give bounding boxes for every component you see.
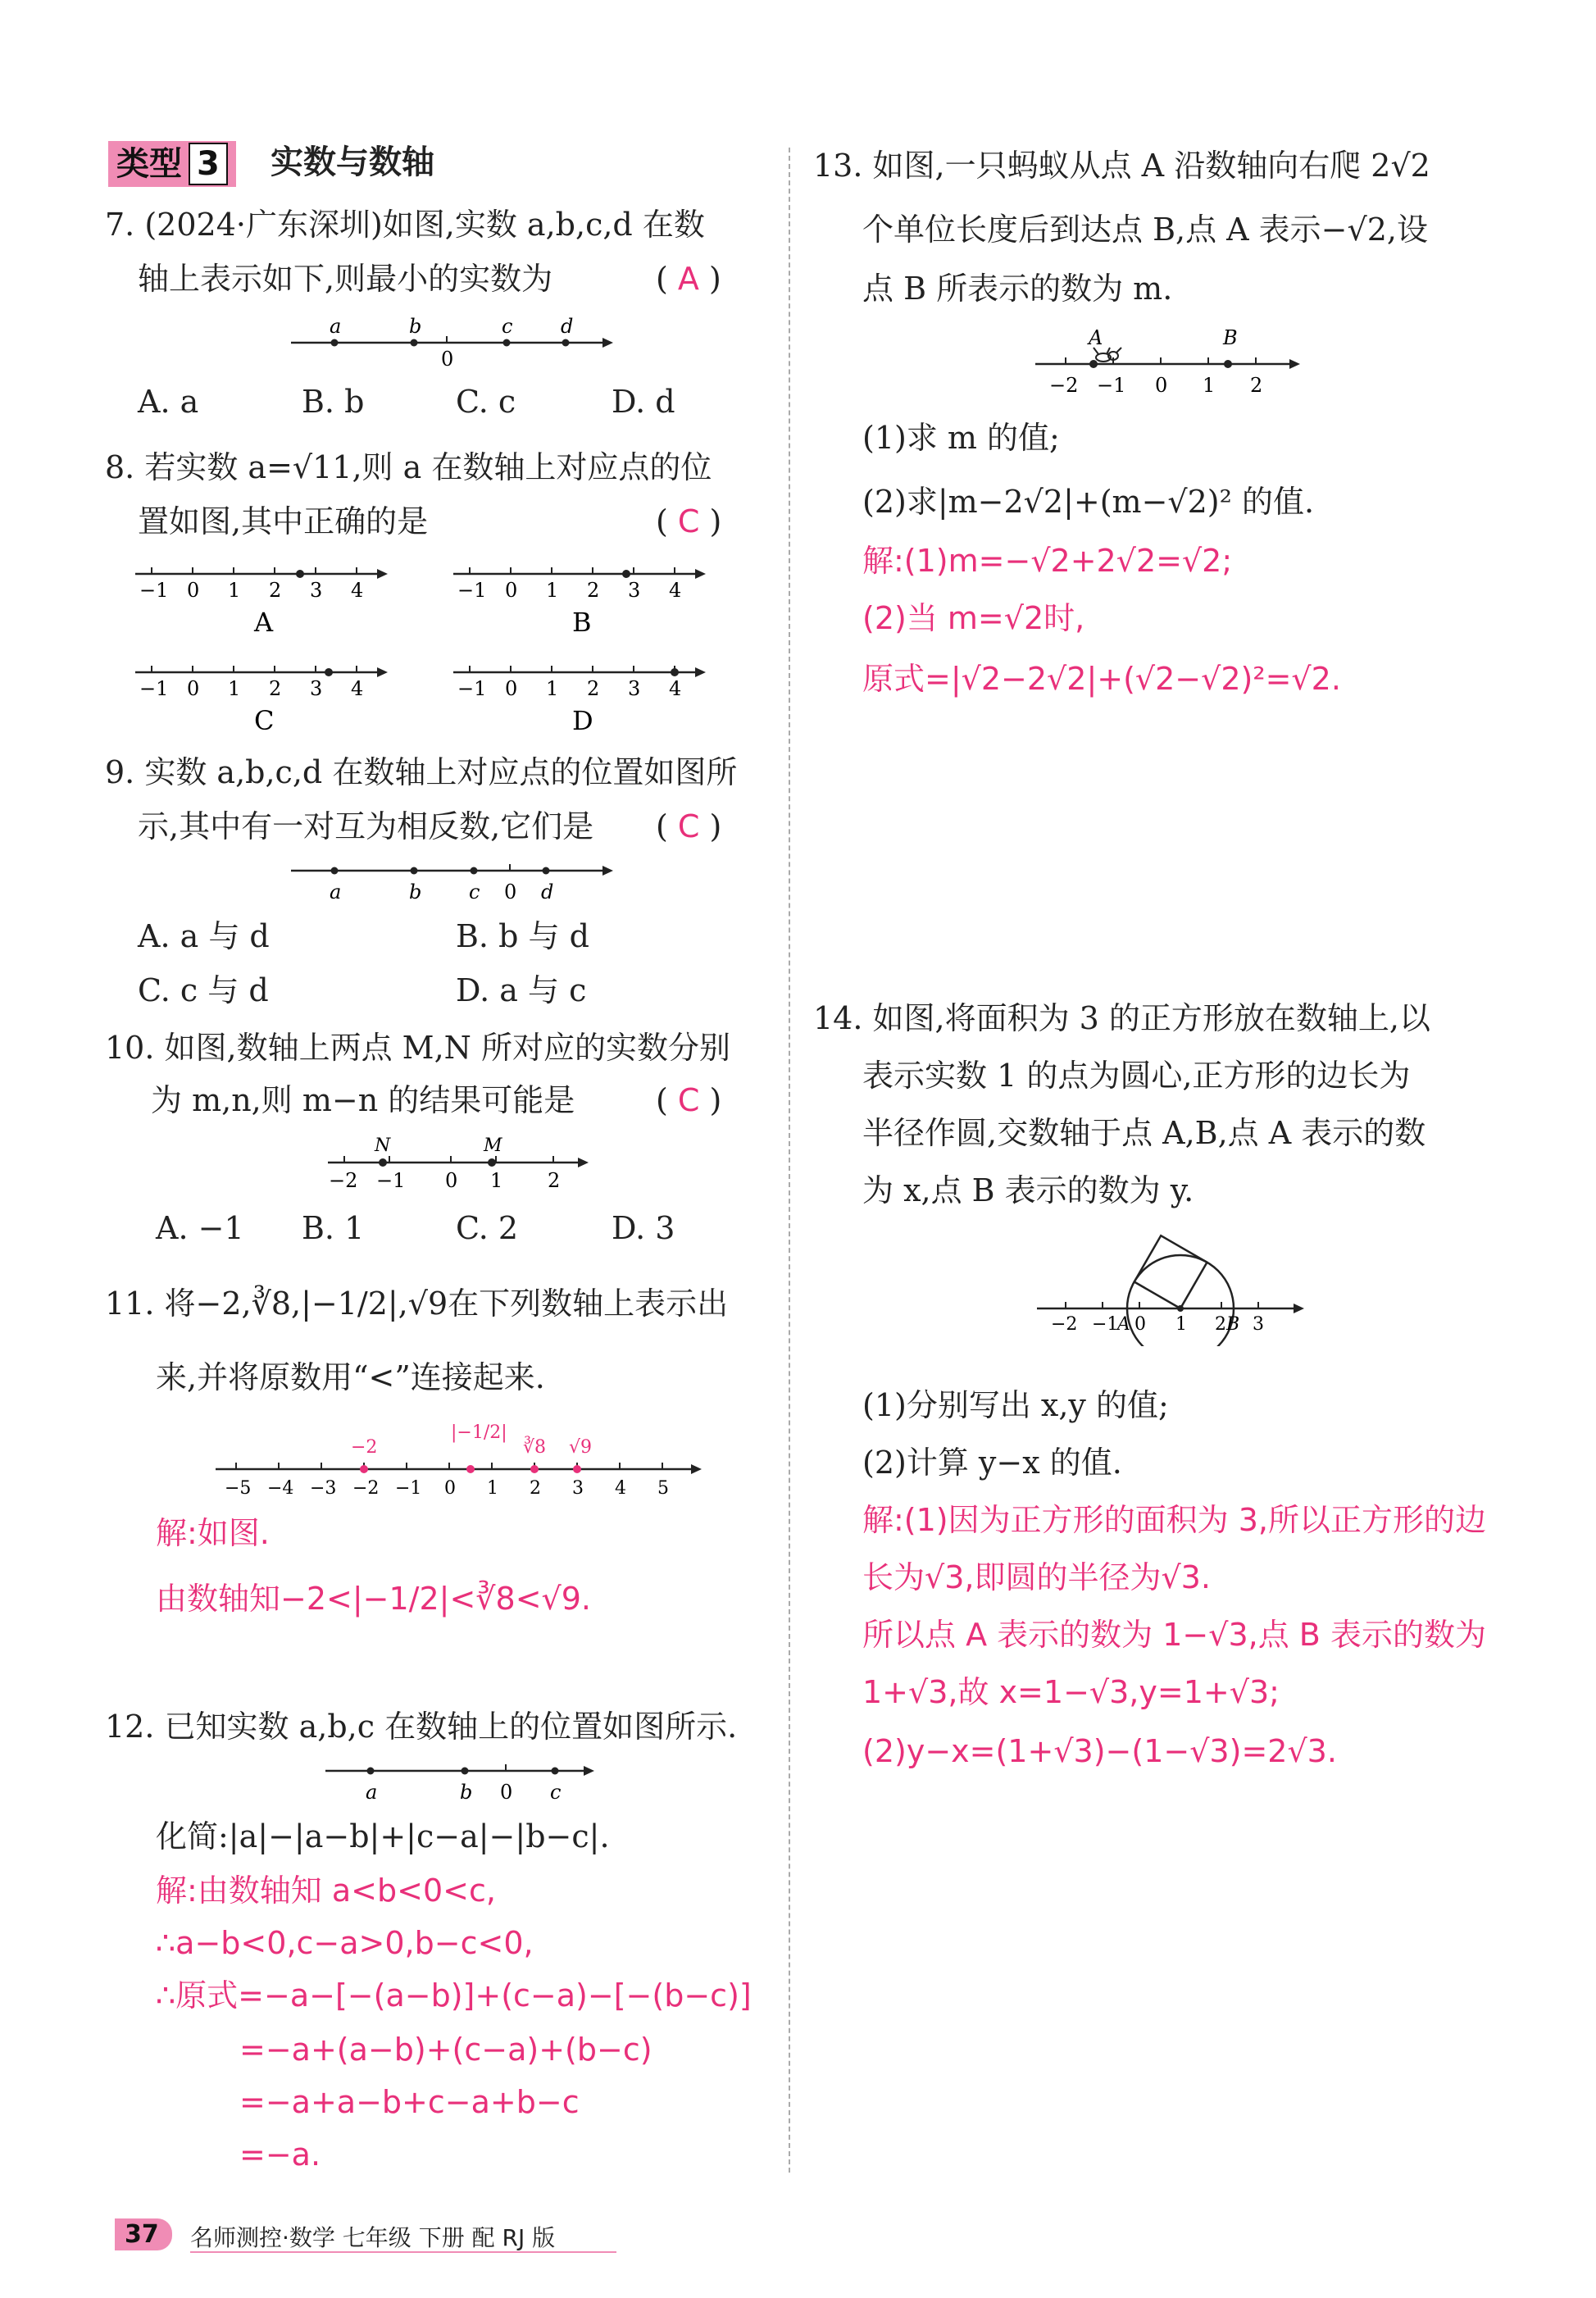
q7-point-d	[562, 339, 570, 347]
q12-solution-5: =−a+a−b+c−a+b−c	[239, 2084, 580, 2120]
svg-text:−1: −1	[1097, 374, 1126, 397]
svg-text:4: 4	[669, 579, 682, 602]
svg-text:N: N	[375, 1135, 391, 1156]
svg-text:1: 1	[546, 579, 559, 602]
ant-icon	[1094, 348, 1121, 362]
svg-text:c: c	[550, 1781, 562, 1804]
q12-line2: 化简:|a|−|a−b|+|c−a|−|b−c|.	[156, 1818, 610, 1854]
q12-solution-6: =−a.	[239, 2136, 321, 2173]
svg-text:−1: −1	[139, 579, 169, 602]
q14-figure	[1033, 1215, 1312, 1346]
q9-line2: 示,其中有一对互为相反数,它们是	[138, 808, 594, 844]
svg-text:−1: −1	[395, 1478, 422, 1499]
svg-text:0: 0	[505, 677, 518, 700]
q8-line1: 8. 若实数 a=√11,则 a 在数轴上对应点的位	[105, 449, 712, 485]
q10-line2: 为 m,n,则 m−n 的结果可能是	[151, 1082, 575, 1118]
svg-text:0: 0	[187, 677, 200, 700]
q11-solution-1: 解:如图.	[156, 1515, 270, 1551]
q7-point-b	[411, 339, 418, 347]
svg-text:2: 2	[1215, 1314, 1226, 1335]
q7-option-c: C. c	[456, 384, 516, 420]
q13-line3: 点 B 所表示的数为 m.	[862, 271, 1173, 307]
svg-text:−1: −1	[376, 1169, 406, 1192]
svg-text:−2: −2	[1051, 1314, 1078, 1335]
svg-text:M: M	[484, 1135, 502, 1156]
q13-solution-3: 原式=|√2−2√2|+(√2−√2)²=√2.	[862, 661, 1341, 697]
q14-sub1: (1)分别写出 x,y 的值;	[862, 1387, 1169, 1423]
section-number: 3	[189, 143, 228, 185]
q7-label-d: d	[561, 315, 574, 338]
q9-number-line	[287, 854, 615, 912]
svg-text:0: 0	[1155, 374, 1168, 397]
q8-answer-bracket: ( C )	[656, 503, 722, 539]
q13-solution-1: 解:(1)m=−√2+2√2=√2;	[862, 543, 1233, 579]
svg-text:a: a	[366, 1781, 378, 1804]
q14-solution-2: 长为√3,即圆的半径为√3.	[862, 1559, 1211, 1595]
svg-text:B: B	[1223, 326, 1238, 349]
q7-option-b: B. b	[302, 384, 365, 420]
svg-text:3: 3	[310, 579, 323, 602]
q7-answer: A	[677, 261, 699, 297]
q13-sub1: (1)求 m 的值;	[862, 420, 1060, 456]
page-number: 37	[115, 2218, 172, 2250]
q8-line-d	[449, 648, 720, 746]
q10-option-c: C. 2	[456, 1210, 519, 1246]
q10-option-a: A. −1	[156, 1210, 244, 1246]
svg-text:−3: −3	[310, 1478, 337, 1499]
q8-label-b: B	[572, 607, 592, 638]
svg-text:4: 4	[615, 1478, 626, 1499]
svg-text:2: 2	[587, 677, 600, 700]
q8-label-d: D	[572, 705, 593, 736]
q10-answer: C	[677, 1082, 700, 1118]
q8-line-a	[131, 549, 402, 648]
q14-line1: 14. 如图,将面积为 3 的正方形放在数轴上,以	[813, 1000, 1431, 1036]
q12-line1: 12. 已知实数 a,b,c 在数轴上的位置如图所示.	[105, 1709, 738, 1745]
q9-line1: 9. 实数 a,b,c,d 在数轴上对应点的位置如图所	[105, 754, 738, 790]
svg-text:−1: −1	[457, 677, 487, 700]
svg-text:0: 0	[1134, 1314, 1146, 1335]
q14-square	[1134, 1235, 1207, 1308]
q13-sub2: (2)求|m−2√2|+(m−√2)² 的值.	[862, 484, 1315, 520]
q14-solution-1: 解:(1)因为正方形的面积为 3,所以正方形的边	[862, 1502, 1486, 1538]
q10-line1: 10. 如图,数轴上两点 M,N 所对应的实数分别	[105, 1030, 730, 1066]
svg-text:−1: −1	[457, 579, 487, 602]
q7-label-b: b	[409, 315, 422, 338]
q7-point-a	[331, 339, 339, 347]
q7-line2: 轴上表示如下,则最小的实数为	[138, 261, 553, 297]
q11-number-line	[211, 1417, 712, 1507]
q12-solution-2: ∴a−b<0,c−a>0,b−c<0,	[156, 1925, 534, 1961]
q12-solution-1: 解:由数轴知 a<b<0<c,	[156, 1873, 496, 1909]
column-divider	[789, 148, 790, 2173]
q9-option-c: C. c 与 d	[138, 972, 269, 1008]
footer-rule	[190, 2251, 616, 2253]
q12-solution-4: =−a+(a−b)+(c−a)+(b−c)	[239, 2032, 652, 2068]
svg-text:2: 2	[1250, 374, 1263, 397]
q8-answer: C	[677, 503, 700, 539]
q7-label-a: a	[330, 315, 342, 338]
q13-line2: 个单位长度后到达点 B,点 A 表示−√2,设	[862, 212, 1428, 248]
svg-text:−5: −5	[225, 1478, 252, 1499]
svg-text:4: 4	[351, 579, 364, 602]
q7-label-0: 0	[441, 348, 454, 371]
q7-option-d: D. d	[612, 384, 675, 420]
q11-solution-2: 由数轴知−2<|−1/2|<∛8<√9.	[156, 1581, 591, 1617]
q7-option-a: A. a	[138, 384, 199, 420]
q9-answer: C	[677, 808, 700, 844]
q10-answer-bracket: ( C )	[656, 1082, 722, 1118]
q7-answer-bracket: ( A )	[656, 261, 721, 297]
q12-number-line	[321, 1754, 600, 1812]
svg-text:−2: −2	[329, 1169, 358, 1192]
q7-label-c: c	[502, 315, 513, 338]
svg-text:0: 0	[500, 1781, 513, 1804]
q14-line4: 为 x,点 B 表示的数为 y.	[862, 1172, 1194, 1208]
svg-text:c: c	[469, 881, 480, 903]
q8-label-c: C	[254, 705, 275, 736]
svg-text:d: d	[541, 881, 554, 903]
svg-text:1: 1	[487, 1478, 498, 1499]
svg-text:−1: −1	[1092, 1314, 1119, 1335]
svg-text:1: 1	[228, 579, 241, 602]
q11-line1: 11. 将−2,∛8,|−1/2|,√9在下列数轴上表示出	[105, 1286, 729, 1322]
svg-text:a: a	[330, 881, 342, 903]
svg-text:1: 1	[1175, 1314, 1187, 1335]
svg-text:0: 0	[187, 579, 200, 602]
svg-text:3: 3	[1253, 1314, 1264, 1335]
q11-mark-neg2: −2	[351, 1437, 378, 1458]
q11-mark-abs: |−1/2|	[451, 1422, 507, 1443]
svg-text:2: 2	[530, 1478, 541, 1499]
svg-text:−1: −1	[139, 677, 169, 700]
q9-option-d: D. a 与 c	[456, 972, 587, 1008]
svg-text:3: 3	[628, 677, 641, 700]
svg-text:5: 5	[657, 1478, 669, 1499]
q13-line1: 13. 如图,一只蚂蚁从点 A 沿数轴向右爬 2√2	[813, 148, 1430, 184]
q11-line2: 来,并将原数用“<”连接起来.	[156, 1359, 545, 1395]
svg-text:2: 2	[548, 1169, 561, 1192]
svg-text:3: 3	[628, 579, 641, 602]
q8-line2: 置如图,其中正确的是	[138, 503, 429, 539]
q8-line-c	[131, 648, 402, 746]
svg-text:A: A	[1089, 326, 1103, 349]
svg-text:−2: −2	[1049, 374, 1079, 397]
svg-text:4: 4	[669, 677, 682, 700]
q8-line-b	[449, 549, 720, 648]
svg-text:3: 3	[572, 1478, 584, 1499]
q9-answer-bracket: ( C )	[656, 808, 722, 844]
q9-option-a: A. a 与 d	[138, 918, 270, 954]
q12-solution-3: ∴原式=−a−[−(a−b)]+(c−a)−[−(b−c)]	[156, 1977, 752, 2014]
q9-option-b: B. b 与 d	[456, 918, 589, 954]
q8-label-a: A	[254, 607, 274, 638]
q13-solution-2: (2)当 m=√2时,	[862, 600, 1085, 636]
q14-line2: 表示实数 1 的点为圆心,正方形的边长为	[862, 1058, 1411, 1094]
q7-line1: 7. (2024·广东深圳)如图,实数 a,b,c,d 在数	[105, 207, 705, 243]
svg-text:0: 0	[505, 579, 518, 602]
svg-text:1: 1	[546, 677, 559, 700]
q11-mark-cbrt8: ∛8	[523, 1437, 547, 1458]
q10-option-d: D. 3	[612, 1210, 675, 1246]
svg-text:1: 1	[1203, 374, 1216, 397]
svg-text:1: 1	[228, 677, 241, 700]
q7-point-c	[503, 339, 511, 347]
section-tag: 类型 3	[108, 141, 236, 187]
q13-number-line	[1031, 321, 1310, 403]
svg-text:b: b	[460, 1781, 473, 1804]
svg-text:−4: −4	[267, 1478, 294, 1499]
svg-text:0: 0	[444, 1478, 456, 1499]
q14-solution-5: (2)y−x=(1+√3)−(1−√3)=2√3.	[862, 1733, 1337, 1769]
q10-number-line	[324, 1133, 594, 1199]
svg-text:2: 2	[269, 677, 282, 700]
q11-mark-sqrt9: √9	[569, 1437, 593, 1458]
q14-line3: 半径作圆,交数轴于点 A,B,点 A 表示的数	[862, 1115, 1426, 1151]
svg-text:−2: −2	[352, 1478, 380, 1499]
svg-text:A: A	[1117, 1314, 1130, 1335]
svg-text:1: 1	[490, 1169, 503, 1192]
svg-text:0: 0	[445, 1169, 458, 1192]
svg-text:2: 2	[587, 579, 600, 602]
svg-text:b: b	[409, 881, 422, 903]
svg-text:0: 0	[504, 881, 517, 903]
q7-number-line	[287, 312, 615, 373]
svg-text:2: 2	[269, 579, 282, 602]
q14-sub2: (2)计算 y−x 的值.	[862, 1445, 1122, 1481]
footer-text: 名师测控·数学 七年级 下册 配 RJ 版	[190, 2224, 556, 2251]
svg-text:3: 3	[310, 677, 323, 700]
q10-option-b: B. 1	[302, 1210, 365, 1246]
q14-solution-3: 所以点 A 表示的数为 1−√3,点 B 表示的数为	[862, 1617, 1486, 1653]
q14-solution-4: 1+√3,故 x=1−√3,y=1+√3;	[862, 1674, 1280, 1710]
section-title: 实数与数轴	[271, 143, 434, 181]
svg-text:B: B	[1226, 1314, 1240, 1335]
svg-text:4: 4	[351, 677, 364, 700]
